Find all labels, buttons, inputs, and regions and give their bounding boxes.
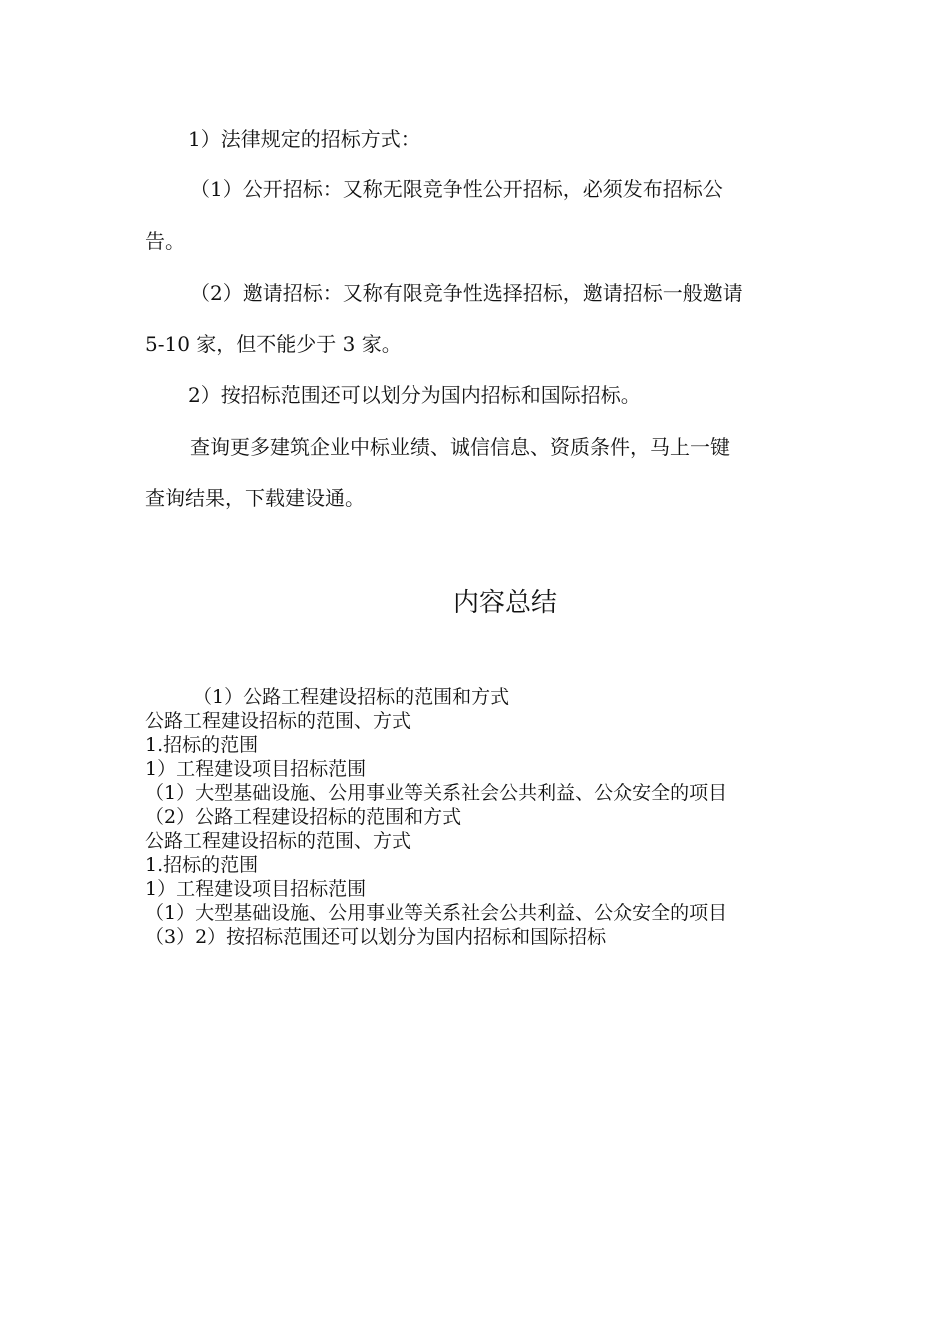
summary-line: 公路工程建设招标的范围、方式 — [145, 830, 412, 852]
paragraph-open-bidding-line1: （1）公开招标：又称无限竞争性公开招标，必须发布招标公 — [190, 177, 723, 201]
summary-line: （1）大型基础设施、公用事业等关系社会公共利益、公众安全的项目 — [145, 782, 728, 804]
paragraph-query-line1: 查询更多建筑企业中标业绩、诚信信息、资质条件，马上一键 — [190, 435, 730, 459]
summary-line: 1）工程建设项目招标范围 — [145, 758, 367, 780]
summary-line: （3）2）按招标范围还可以划分为国内招标和国际招标 — [145, 926, 607, 948]
summary-line: 1）工程建设项目招标范围 — [145, 878, 367, 900]
summary-line: 公路工程建设招标的范围、方式 — [145, 710, 412, 732]
paragraph-invited-bidding-line2: 5-10 家，但不能少于 3 家。 — [145, 332, 402, 356]
summary-line: （2）公路工程建设招标的范围和方式 — [145, 806, 462, 828]
summary-title: 内容总结 — [452, 588, 557, 618]
summary-list — [145, 685, 727, 949]
summary-line: （1）大型基础设施、公用事业等关系社会公共利益、公众安全的项目 — [145, 902, 728, 924]
summary-line: 1.招标的范围 — [145, 734, 259, 756]
paragraph-query-line2: 查询结果，下载建设通。 — [145, 486, 365, 510]
paragraph-legal-methods: 1）法律规定的招标方式： — [188, 127, 421, 151]
summary-line: 1.招标的范围 — [145, 854, 259, 876]
summary-line: （1）公路工程建设招标的范围和方式 — [193, 686, 510, 708]
paragraph-scope-division: 2）按招标范围还可以划分为国内招标和国际招标。 — [188, 383, 641, 407]
paragraph-invited-bidding-line1: （2）邀请招标：又称有限竞争性选择招标，邀请招标一般邀请 — [190, 281, 743, 305]
paragraph-open-bidding-line2: 告。 — [145, 229, 185, 253]
